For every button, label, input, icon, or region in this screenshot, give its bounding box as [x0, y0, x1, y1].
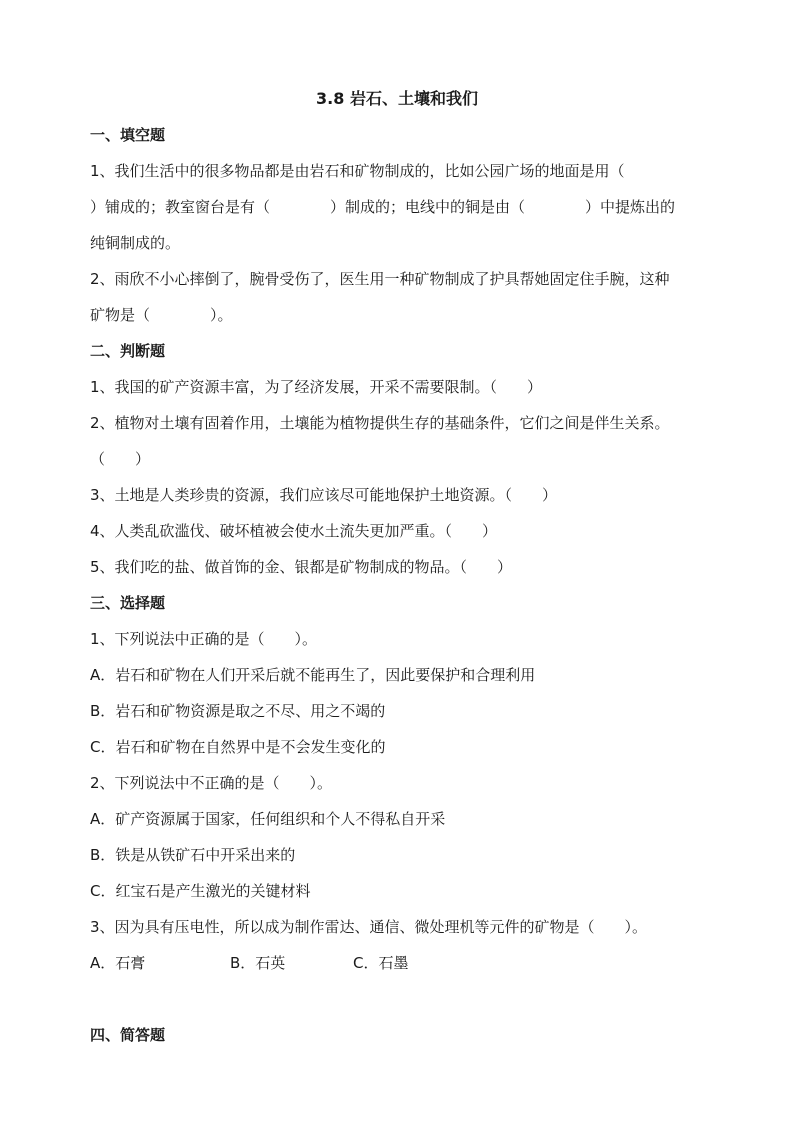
section-heading-fill-blank: 一、填空题: [90, 126, 166, 144]
question-text: 2、雨欣不小心摔倒了，腕骨受伤了，医生用一种矿物制成了护具帮她固定住手腕，这种: [90, 270, 670, 288]
question-stem: 3、因为具有压电性，所以成为制作雷达、通信、微处理机等元件的矿物是（ ）。: [90, 918, 648, 936]
question-text: 2、植物对土壤有固着作用，土壤能为植物提供生存的基础条件，它们之间是伴生关系。: [90, 414, 670, 432]
question-stem: 2、下列说法中不正确的是（ ）。: [90, 774, 333, 792]
question-text: 5、我们吃的盐、做首饰的金、银都是矿物制成的物品。（ ）: [90, 558, 513, 576]
question-text: 矿物是（ ）。: [90, 306, 233, 324]
question-text: 纯铜制成的。: [90, 234, 181, 252]
question-text: 4、人类乱砍滥伐、破坏植被会使水土流失更加严重。（ ）: [90, 522, 498, 540]
choice-option: C．岩石和矿物在自然界中是不会发生变化的: [90, 738, 386, 756]
choice-option: B．石英: [230, 954, 286, 972]
choice-option: A．岩石和矿物在人们开采后就不能再生了，因此要保护和合理利用: [90, 666, 536, 684]
choice-option: B．铁是从铁矿石中开采出来的: [90, 846, 296, 864]
document-title: 3.8 岩石、土壤和我们: [316, 89, 478, 108]
choice-option: C．红宝石是产生激光的关键材料: [90, 882, 311, 900]
choice-option: C．石墨: [353, 954, 409, 972]
question-stem: 1、下列说法中正确的是（ ）。: [90, 630, 318, 648]
question-text: 1、我国的矿产资源丰富，为了经济发展，开采不需要限制。（ ）: [90, 378, 543, 396]
question-text: （ ）: [90, 450, 151, 468]
question-text: 1、我们生活中的很多物品都是由岩石和矿物制成的，比如公园广场的地面是用（: [90, 162, 625, 180]
section-heading-multiple-choice: 三、选择题: [90, 594, 166, 612]
section-heading-short-answer: 四、简答题: [90, 1026, 166, 1044]
choice-option: B．岩石和矿物资源是取之不尽、用之不竭的: [90, 702, 386, 720]
question-text: 3、土地是人类珍贵的资源，我们应该尽可能地保护土地资源。（ ）: [90, 486, 558, 504]
choice-option: A．石膏: [90, 954, 146, 972]
section-heading-true-false: 二、判断题: [90, 342, 166, 360]
choice-option: A．矿产资源属于国家，任何组织和个人不得私自开采: [90, 810, 446, 828]
question-text: ）铺成的；教室窗台是有（ ）制成的；电线中的铜是由（ ）中提炼出的: [90, 198, 676, 216]
